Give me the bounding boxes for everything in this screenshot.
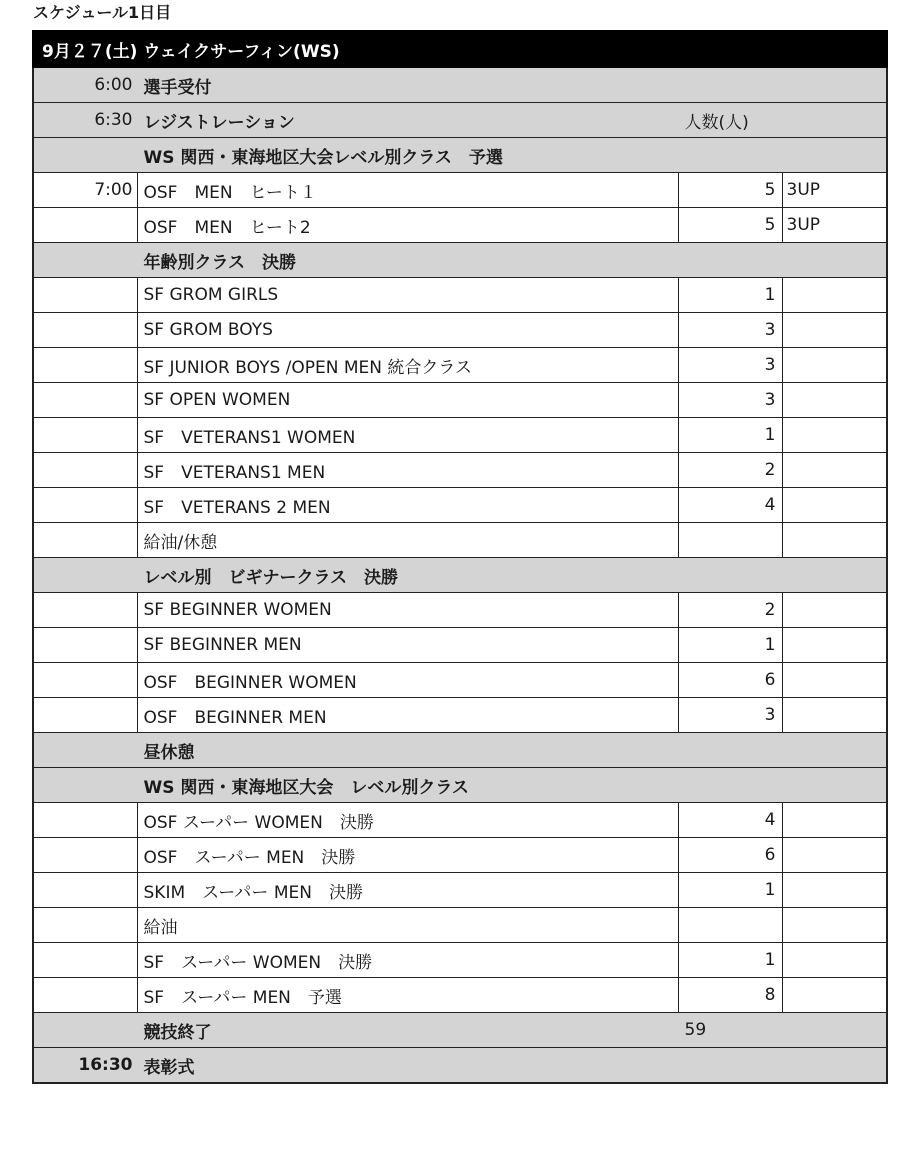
table-row bbox=[33, 663, 887, 698]
note-cell bbox=[782, 838, 887, 873]
event-cell: 給油/休憩 bbox=[137, 523, 678, 558]
note-cell bbox=[782, 67, 887, 103]
count-cell bbox=[678, 523, 782, 558]
event-cell: SF BEGINNER MEN bbox=[137, 628, 678, 663]
time-cell bbox=[33, 978, 137, 1013]
table-row bbox=[33, 698, 887, 733]
time-cell bbox=[33, 698, 137, 733]
day-header: 9月２７(土) ウェイクサーフィン(WS) bbox=[33, 31, 887, 67]
time-cell bbox=[33, 278, 137, 313]
event-cell: OSF スーパー WOMEN 決勝 bbox=[137, 803, 678, 838]
table-row bbox=[33, 208, 887, 243]
section-row bbox=[33, 103, 887, 138]
table-row bbox=[33, 523, 887, 558]
time-cell bbox=[33, 733, 137, 768]
time-cell: 16:30 bbox=[33, 1048, 137, 1084]
time-cell bbox=[33, 768, 137, 803]
time-cell bbox=[33, 313, 137, 348]
count-cell bbox=[678, 243, 782, 278]
table-row bbox=[33, 838, 887, 873]
table-row bbox=[33, 383, 887, 418]
note-cell bbox=[782, 488, 887, 523]
table-row bbox=[33, 873, 887, 908]
count-cell bbox=[678, 1048, 782, 1084]
event-cell: レベル別 ビギナークラス 決勝 bbox=[137, 558, 678, 593]
event-cell: SF OPEN WOMEN bbox=[137, 383, 678, 418]
table-row bbox=[33, 908, 887, 943]
event-cell: SF スーパー MEN 予選 bbox=[137, 978, 678, 1013]
time-cell bbox=[33, 138, 137, 173]
count-cell: 6 bbox=[678, 838, 782, 873]
count-cell: 1 bbox=[678, 628, 782, 663]
note-cell bbox=[782, 733, 887, 768]
note-cell bbox=[782, 558, 887, 593]
time-cell bbox=[33, 873, 137, 908]
note-cell bbox=[782, 593, 887, 628]
note-cell bbox=[782, 383, 887, 418]
time-cell bbox=[33, 593, 137, 628]
event-cell: SF GROM BOYS bbox=[137, 313, 678, 348]
schedule-table bbox=[32, 30, 888, 1084]
count-cell bbox=[678, 733, 782, 768]
time-cell bbox=[33, 348, 137, 383]
note-cell: 3UP bbox=[782, 173, 887, 208]
event-cell: SF GROM GIRLS bbox=[137, 278, 678, 313]
event-cell: OSF スーパー MEN 決勝 bbox=[137, 838, 678, 873]
count-cell: 5 bbox=[678, 208, 782, 243]
note-cell bbox=[782, 943, 887, 978]
time-cell bbox=[33, 383, 137, 418]
event-cell: OSF MEN ヒート１ bbox=[137, 173, 678, 208]
time-cell bbox=[33, 1013, 137, 1048]
table-row bbox=[33, 173, 887, 208]
section-row bbox=[33, 768, 887, 803]
table-row bbox=[33, 418, 887, 453]
count-cell bbox=[678, 67, 782, 103]
event-cell: 昼休憩 bbox=[137, 733, 678, 768]
note-cell bbox=[782, 278, 887, 313]
note-cell bbox=[782, 663, 887, 698]
event-cell: レジストレーション bbox=[137, 103, 678, 138]
time-cell bbox=[33, 488, 137, 523]
table-row bbox=[33, 943, 887, 978]
time-cell bbox=[33, 208, 137, 243]
time-cell bbox=[33, 838, 137, 873]
time-cell bbox=[33, 943, 137, 978]
section-row bbox=[33, 67, 887, 103]
count-cell: 1 bbox=[678, 278, 782, 313]
count-cell: 4 bbox=[678, 488, 782, 523]
count-cell: 1 bbox=[678, 873, 782, 908]
event-cell: OSF MEN ヒート2 bbox=[137, 208, 678, 243]
section-row bbox=[33, 243, 887, 278]
note-cell bbox=[782, 1013, 887, 1048]
event-cell: SF VETERANS 2 MEN bbox=[137, 488, 678, 523]
note-cell bbox=[782, 978, 887, 1013]
note-cell bbox=[782, 1048, 887, 1084]
count-cell: 6 bbox=[678, 663, 782, 698]
time-cell bbox=[33, 243, 137, 278]
table-row bbox=[33, 628, 887, 663]
note-cell bbox=[782, 103, 887, 138]
count-cell: 2 bbox=[678, 593, 782, 628]
note-cell bbox=[782, 908, 887, 943]
time-cell: 6:00 bbox=[33, 67, 137, 103]
event-cell: 選手受付 bbox=[137, 67, 678, 103]
event-cell: 給油 bbox=[137, 908, 678, 943]
count-cell: 3 bbox=[678, 313, 782, 348]
time-cell bbox=[33, 908, 137, 943]
table-row bbox=[33, 313, 887, 348]
count-cell: 8 bbox=[678, 978, 782, 1013]
note-cell bbox=[782, 873, 887, 908]
note-cell bbox=[782, 523, 887, 558]
count-cell bbox=[678, 908, 782, 943]
event-cell: SF スーパー WOMEN 決勝 bbox=[137, 943, 678, 978]
count-cell: 3 bbox=[678, 383, 782, 418]
count-cell: 1 bbox=[678, 418, 782, 453]
time-cell: 6:30 bbox=[33, 103, 137, 138]
time-cell bbox=[33, 663, 137, 698]
time-cell bbox=[33, 523, 137, 558]
note-cell: 3UP bbox=[782, 208, 887, 243]
count-cell: 3 bbox=[678, 348, 782, 383]
note-cell bbox=[782, 768, 887, 803]
table-row bbox=[33, 278, 887, 313]
table-row bbox=[33, 803, 887, 838]
table-row bbox=[33, 593, 887, 628]
event-cell: WS 関西・東海地区大会レベル別クラス 予選 bbox=[137, 138, 678, 173]
count-cell: 2 bbox=[678, 453, 782, 488]
count-cell bbox=[678, 558, 782, 593]
event-cell: SF VETERANS1 MEN bbox=[137, 453, 678, 488]
event-cell: WS 関西・東海地区大会 レベル別クラス bbox=[137, 768, 678, 803]
note-cell bbox=[782, 418, 887, 453]
table-row bbox=[33, 488, 887, 523]
count-cell: 4 bbox=[678, 803, 782, 838]
count-cell: 59 bbox=[678, 1013, 782, 1048]
event-cell: SKIM スーパー MEN 決勝 bbox=[137, 873, 678, 908]
table-row bbox=[33, 453, 887, 488]
event-cell: OSF BEGINNER WOMEN bbox=[137, 663, 678, 698]
count-cell: 1 bbox=[678, 943, 782, 978]
count-cell: 5 bbox=[678, 173, 782, 208]
section-row bbox=[33, 733, 887, 768]
event-cell: 競技終了 bbox=[137, 1013, 678, 1048]
table-row bbox=[33, 348, 887, 383]
event-cell: SF BEGINNER WOMEN bbox=[137, 593, 678, 628]
section-row bbox=[33, 1013, 887, 1048]
time-cell: 7:00 bbox=[33, 173, 137, 208]
table-row bbox=[33, 978, 887, 1013]
event-cell: OSF BEGINNER MEN bbox=[137, 698, 678, 733]
event-cell: SF JUNIOR BOYS /OPEN MEN 統合クラス bbox=[137, 348, 678, 383]
note-cell bbox=[782, 453, 887, 488]
count-cell: 3 bbox=[678, 698, 782, 733]
time-cell bbox=[33, 558, 137, 593]
time-cell bbox=[33, 418, 137, 453]
time-cell bbox=[33, 628, 137, 663]
time-cell bbox=[33, 803, 137, 838]
day-header-row bbox=[33, 31, 887, 67]
note-cell bbox=[782, 628, 887, 663]
note-cell bbox=[782, 348, 887, 383]
document-title: スケジュール1日目 bbox=[33, 3, 172, 22]
event-cell: 表彰式 bbox=[137, 1048, 678, 1084]
note-cell bbox=[782, 138, 887, 173]
event-cell: SF VETERANS1 WOMEN bbox=[137, 418, 678, 453]
time-cell bbox=[33, 453, 137, 488]
note-cell bbox=[782, 313, 887, 348]
section-row bbox=[33, 558, 887, 593]
section-row bbox=[33, 1048, 887, 1084]
count-cell bbox=[678, 138, 782, 173]
count-cell: 人数(人) bbox=[678, 103, 782, 138]
note-cell bbox=[782, 698, 887, 733]
count-cell bbox=[678, 768, 782, 803]
section-row bbox=[33, 138, 887, 173]
note-cell bbox=[782, 803, 887, 838]
event-cell: 年齢別クラス 決勝 bbox=[137, 243, 678, 278]
note-cell bbox=[782, 243, 887, 278]
